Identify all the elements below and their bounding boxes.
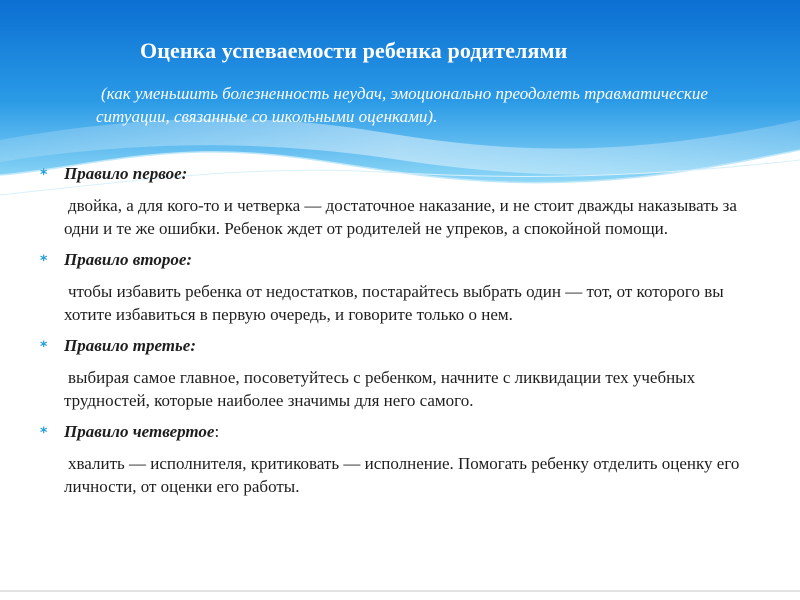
rule-text: двойка, а для кого-то и четверка — достаточное наказание, и не стоит дважды наказывать за одни и те же ошибки. Ребенок ждет от родителей не упреков, а спокойной помощи. xyxy=(64,196,737,238)
slide-title: Оценка успеваемости ребенка родителями xyxy=(140,38,568,63)
rule-item xyxy=(40,336,752,412)
rule-item xyxy=(40,422,752,498)
rule-text: чтобы избавить ребенка от недостатков, постарайтесь выбрать один — тот, от которого вы хотите избавиться в первую очередь, и говорите только о нем. xyxy=(64,282,724,324)
rule-text: хвалить — исполнителя, критиковать — исполнение. Помогать ребенку отделить оценку его личности, от оценки его работы. xyxy=(64,454,740,496)
rules-list xyxy=(40,164,752,508)
asterisk-bullet-icon: * xyxy=(40,425,48,441)
rule-heading xyxy=(40,422,752,446)
asterisk-bullet-icon: * xyxy=(40,167,48,183)
asterisk-bullet-icon: * xyxy=(40,253,48,269)
rule-title: Правило первое: xyxy=(64,164,188,183)
slide-subtitle: (как уменьшить болезненность неудач, эмоционально преодолеть травматические ситуации, связанные со школьными оценками). xyxy=(96,84,708,126)
rule-item xyxy=(40,164,752,240)
rule-title: Правило третье: xyxy=(64,336,196,355)
asterisk-bullet-icon: * xyxy=(40,339,48,355)
rule-item xyxy=(40,250,752,326)
rule-title: Правило второе: xyxy=(64,250,193,269)
rule-title-colon: : xyxy=(214,422,220,441)
rule-heading xyxy=(40,164,752,188)
rule-heading xyxy=(40,250,752,274)
rule-title: Правило четвертое xyxy=(64,422,215,441)
rule-heading xyxy=(40,336,752,360)
footer-divider xyxy=(0,590,800,592)
rule-text: выбирая самое главное, посоветуйтесь с ребенком, начните с ликвидации тех учебных трудностей, которые наиболее значимы для него самого. xyxy=(64,368,696,410)
